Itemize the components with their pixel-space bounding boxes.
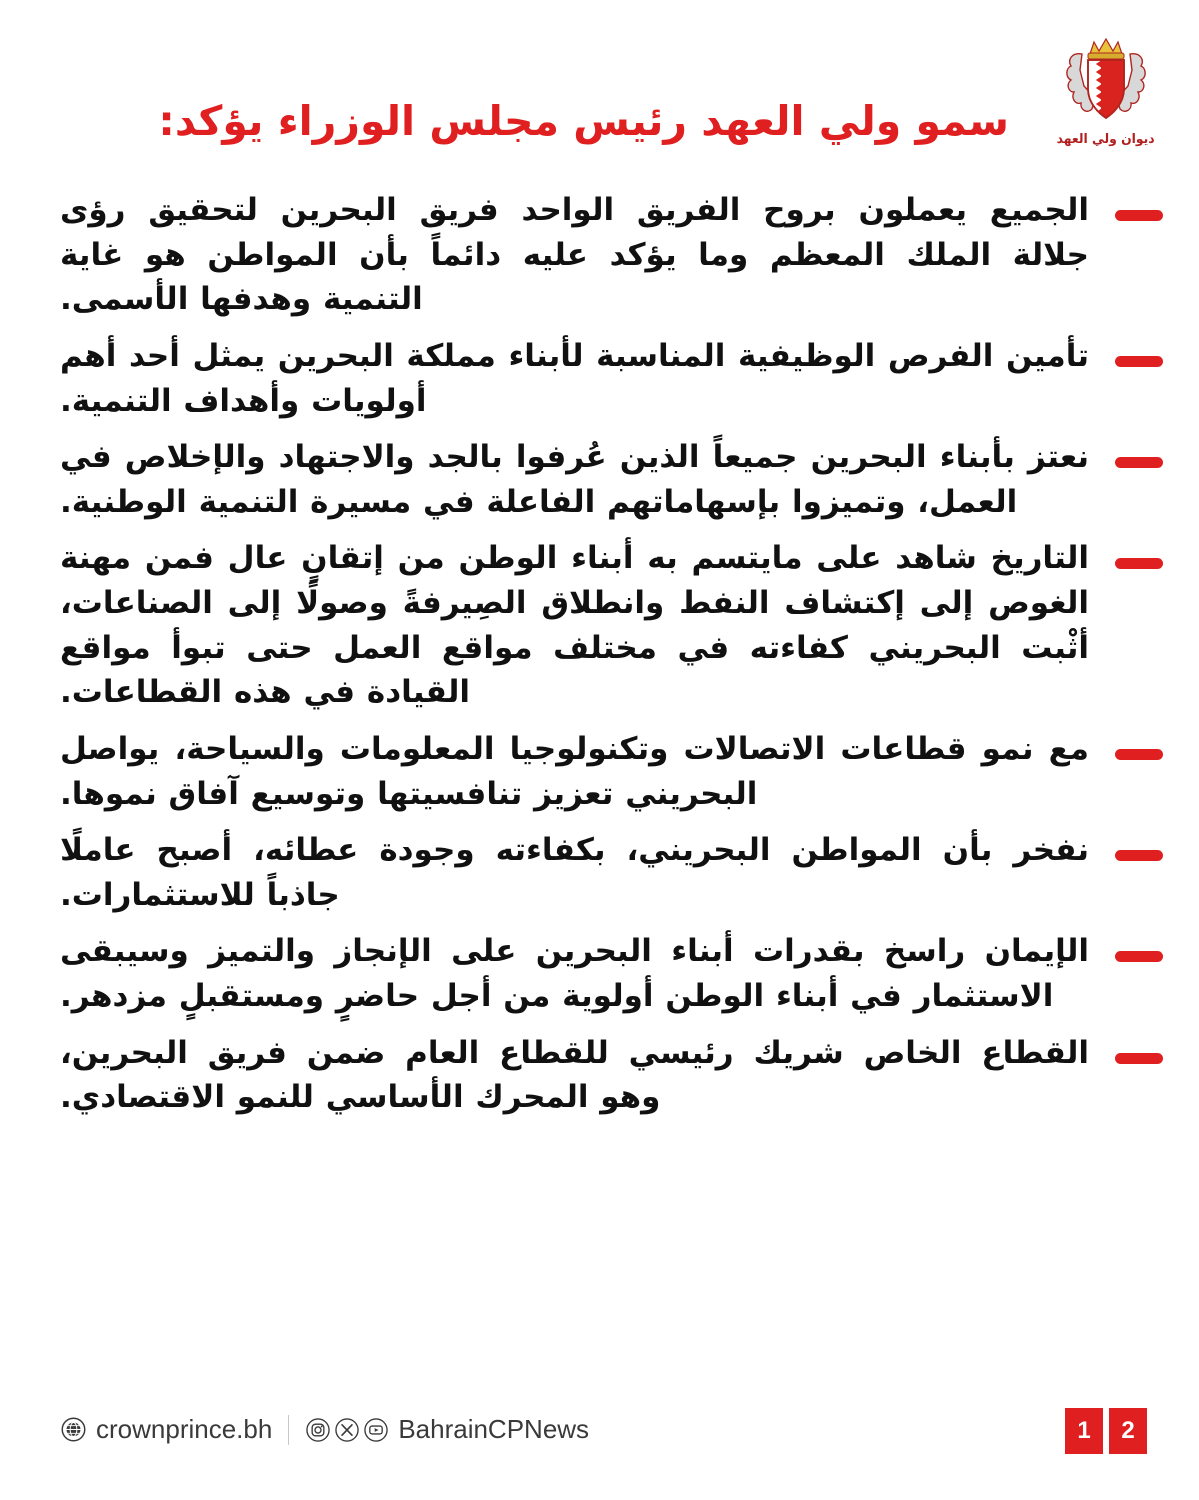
- list-item: [60, 435, 1163, 524]
- list-item: [60, 828, 1163, 917]
- social-handle-label: BahrainCPNews: [398, 1414, 590, 1444]
- page-title: سمو ولي العهد رئيس مجلس الوزراء يؤكد:: [158, 97, 1009, 145]
- dash-bullet-icon: [1115, 558, 1163, 569]
- list-item: [60, 929, 1163, 1018]
- x-twitter-icon[interactable]: [334, 1417, 360, 1443]
- instagram-icon[interactable]: [305, 1417, 331, 1443]
- website-link[interactable]: [60, 1414, 272, 1445]
- statement-text: التاريخ شاهد على مايتسم به أبناء الوطن من إتقانٍ عال فمن مهنة الغوص إلى إكتشاف النفط وانطلاق الصِيرفةً وصولًا إلى الصناعات، أثْبت البحريني كفاءته في مختلف مواقع العمل حتى تبوأ مواقع القيادة في هذه القطاعات.: [60, 540, 1089, 711]
- coat-of-arms-icon: [1062, 34, 1150, 130]
- page-number-badges: [1065, 1408, 1147, 1454]
- globe-icon: [60, 1416, 87, 1443]
- dash-bullet-icon: [1115, 749, 1163, 760]
- dash-bullet-icon: [1115, 356, 1163, 367]
- emblem-caption: ديوان ولي العهد: [1056, 132, 1156, 147]
- page-badge-2[interactable]: 2: [1109, 1408, 1147, 1454]
- bahrain-coat-of-arms-logo: [1051, 34, 1161, 164]
- social-handles: [305, 1414, 589, 1445]
- youtube-icon[interactable]: [363, 1417, 389, 1443]
- dash-bullet-icon: [1115, 951, 1163, 962]
- statement-text: تأمين الفرص الوظيفية المناسبة لأبناء مملكة البحرين يمثل أحد أهم أولويات وأهداف التنمية.: [60, 337, 1089, 419]
- statement-text: الإيمان راسخ بقدرات أبناء البحرين على الإنجاز والتميز وسيبقى الاستثمار في أبناء الوطن أولوية من أجل حاضرٍ ومستقبلٍ مزدهر.: [60, 933, 1089, 1014]
- page-badge-1[interactable]: 1: [1065, 1408, 1103, 1454]
- list-item: [60, 727, 1163, 816]
- dash-bullet-icon: [1115, 210, 1163, 221]
- footer-contact-bar: [60, 1414, 589, 1445]
- list-item: [60, 188, 1163, 322]
- statement-text: مع نمو قطاعات الاتصالات وتكنولوجيا المعلومات والسياحة، يواصل البحريني تعزيز تنافسيتها وتوسيع آفاق نموها.: [60, 730, 1089, 812]
- statement-text: نعتز بأبناء البحرين جميعاً الذين عُرفوا بالجد والاجتهاد والإخلاص في العمل، وتميزوا بإسهاماتهم الفاعلة في مسيرة التنمية الوطنية.: [60, 439, 1089, 520]
- dash-bullet-icon: [1115, 1053, 1163, 1064]
- statements-list: [0, 188, 1199, 1132]
- list-item: [60, 1031, 1163, 1120]
- dash-bullet-icon: [1115, 457, 1163, 468]
- footer-divider: [288, 1415, 289, 1445]
- dash-bullet-icon: [1115, 850, 1163, 861]
- page-footer: [0, 1406, 1199, 1464]
- statement-text: الجميع يعملون بروح الفريق الواحد فريق البحرين لتحقيق رؤى جلالة الملك المعظم وما يؤكد عليه دائماً بأن المواطن هو غاية التنمية وهدفها الأسمى.: [60, 192, 1089, 318]
- website-label: crownprince.bh: [96, 1414, 273, 1444]
- statement-text: القطاع الخاص شريك رئيسي للقطاع العام ضمن فريق البحرين، وهو المحرك الأساسي للنمو الاقتصادي.: [60, 1034, 1089, 1116]
- statement-text: نفخر بأن المواطن البحريني، بكفاءته وجودة عطائه، أصبح عاملًا جاذباً للاستثمارات.: [60, 832, 1089, 913]
- list-item: [60, 536, 1163, 715]
- list-item: [60, 334, 1163, 423]
- page-header: [0, 0, 1199, 180]
